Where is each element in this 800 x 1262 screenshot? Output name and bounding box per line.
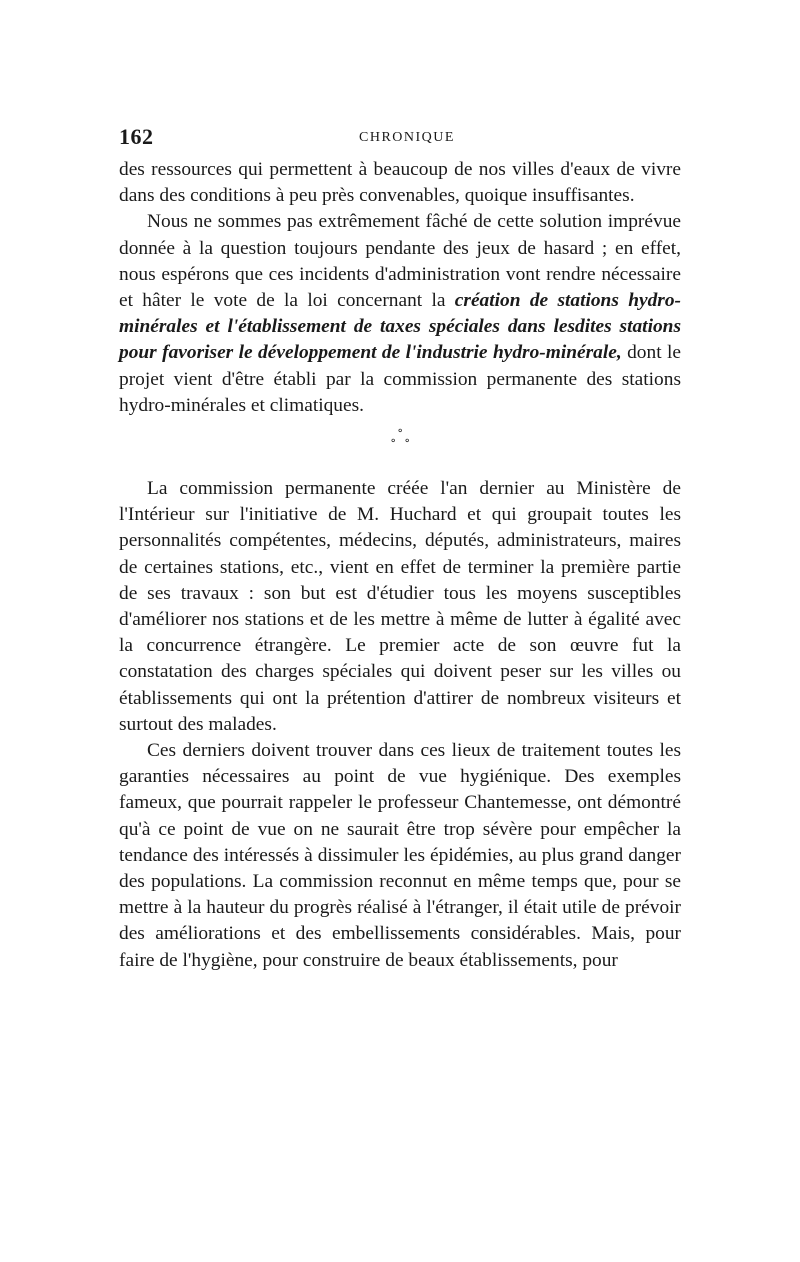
- section-separator: [119, 419, 681, 476]
- ornament-mark: ⚬: [389, 436, 398, 448]
- paragraph-2: [119, 209, 681, 419]
- paragraph-3: La commission permanente créée l'an dernier au Ministère de l'Intérieur sur l'initiative de M. Huchard et qui groupait toutes les personnalités compétentes, médecins, députés, administrateurs, maires de certaines stations, etc., vient en effet de terminer la première partie de ses travaux : son but est d'étudier tous les moyens susceptibles d'améliorer nos stations et de les mettre à même de lutter à égalité avec la concurrence étrangère. Le premier acte de son œuvre fut la constatation des charges spéciales qui doivent peser sur les villes ou établissements qui ont la prétention d'attirer de nombreux visiteurs et surtout des malades.: [119, 478, 681, 735]
- body-text: [119, 157, 681, 974]
- ornament-mark: ⚬: [396, 426, 405, 438]
- paragraph-4: Ces derniers doivent trouver dans ces lieux de traitement toutes les garanties nécessaires au point de vue hygiénique. Des exemples fameux, que pourrait rappeler le professeur Chantemesse, ont démontré qu'à ce point de vue on ne saurait être trop sévère pour empêcher la tendance des intéressés à dissimuler les épidémies, au plus grand danger des populations. La commission reconnut en même temps que, pour se mettre à la hauteur du progrès réalisé à l'étranger, il était utile de prévoir des améliorations et des embellissements considérables. Mais, pour faire de l'hygiène, pour construire de beaux établissements, pour: [119, 740, 681, 971]
- asterism-ornament: [386, 427, 416, 455]
- running-head: [119, 124, 681, 152]
- running-title: CHRONIQUE: [359, 130, 455, 145]
- paragraph-2-text-start: Nous ne sommes pas extrêmement fâché de cette solution imprévue donnée à la question toujours pendante des jeux de hasard ; en effet, nous espérons que ces incidents d'administration vont rendre nécessaire et hâter le vote de la loi concernant la: [119, 211, 681, 312]
- paragraph-2-text-end: dont le projet vient d'être établi par la commission permanente des stations hydro-minérales et climatiques.: [119, 342, 681, 416]
- page-number: 162: [119, 124, 154, 149]
- paragraph-1: des ressources qui permettent à beaucoup de nos villes d'eaux de vivre dans des conditions à peu près convenables, quoique insuffisantes.: [119, 159, 681, 207]
- law-title-italic: création de stations hydro-minérales et l'établissement de taxes spéciales dans lesdites stations pour favoriser le développement de l'industrie hydro-minérale,: [119, 290, 681, 364]
- ornament-mark: ⚬: [403, 436, 412, 448]
